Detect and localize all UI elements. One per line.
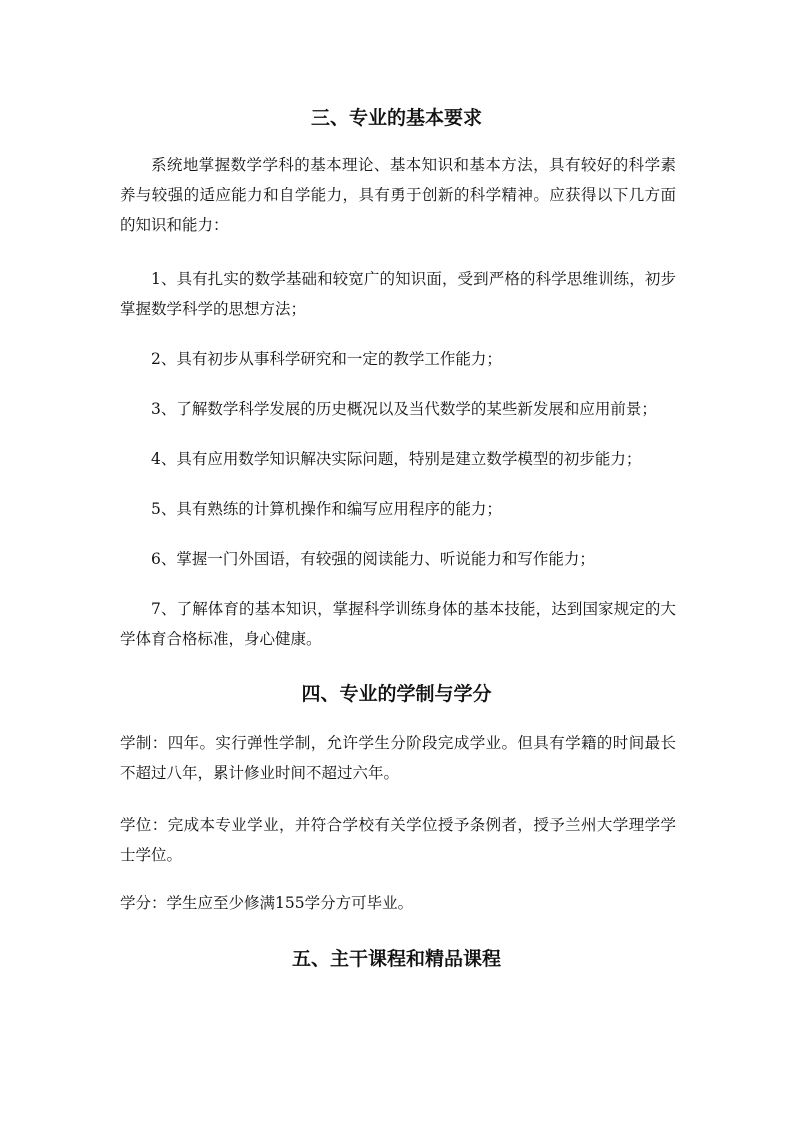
credits-paragraph: 学分：学生应至少修满155学分方可毕业。 — [120, 894, 414, 912]
requirement-item-7: 7、了解体育的基本知识，掌握科学训练身体的基本技能，达到国家规定的大学体育合格标准，身心健康。 — [120, 600, 676, 648]
requirement-item-3: 3、了解数学科学发展的历史概况以及当代数学的某些新发展和应用前景； — [151, 400, 657, 418]
section-5-heading: 五、主干课程和精品课程 — [291, 948, 501, 970]
section-3-intro-paragraph: 系统地掌握数学学科的基本理论、基本知识和基本方法，具有较好的科学素养与较强的适应能力和自学能力，具有勇于创新的科学精神。应获得以下几方面的知识和能力： — [120, 156, 676, 234]
requirement-item-2: 2、具有初步从事科学研究和一定的教学工作能力； — [151, 350, 502, 368]
section-3-heading: 三、专业的基本要求 — [310, 107, 482, 129]
duration-paragraph: 学制：四年。实行弹性学制，允许学生分阶段完成学业。但具有学籍的时间最长不超过八年，累计修业时间不超过六年。 — [120, 734, 676, 782]
requirement-item-5: 5、具有熟练的计算机操作和编写应用程序的能力； — [151, 500, 502, 518]
requirement-item-6: 6、掌握一门外国语，有较强的阅读能力、听说能力和写作能力； — [151, 550, 595, 568]
requirement-item-4: 4、具有应用数学知识解决实际问题，特别是建立数学模型的初步能力； — [151, 450, 642, 468]
degree-paragraph: 学位：完成本专业学业，并符合学校有关学位授予条例者，授予兰州大学理学学士学位。 — [120, 816, 676, 864]
section-4-heading: 四、专业的学制与学分 — [301, 683, 492, 705]
requirement-item-1: 1、具有扎实的数学基础和较宽广的知识面，受到严格的科学思维训练，初步掌握数学科学的思想方法； — [120, 270, 676, 318]
